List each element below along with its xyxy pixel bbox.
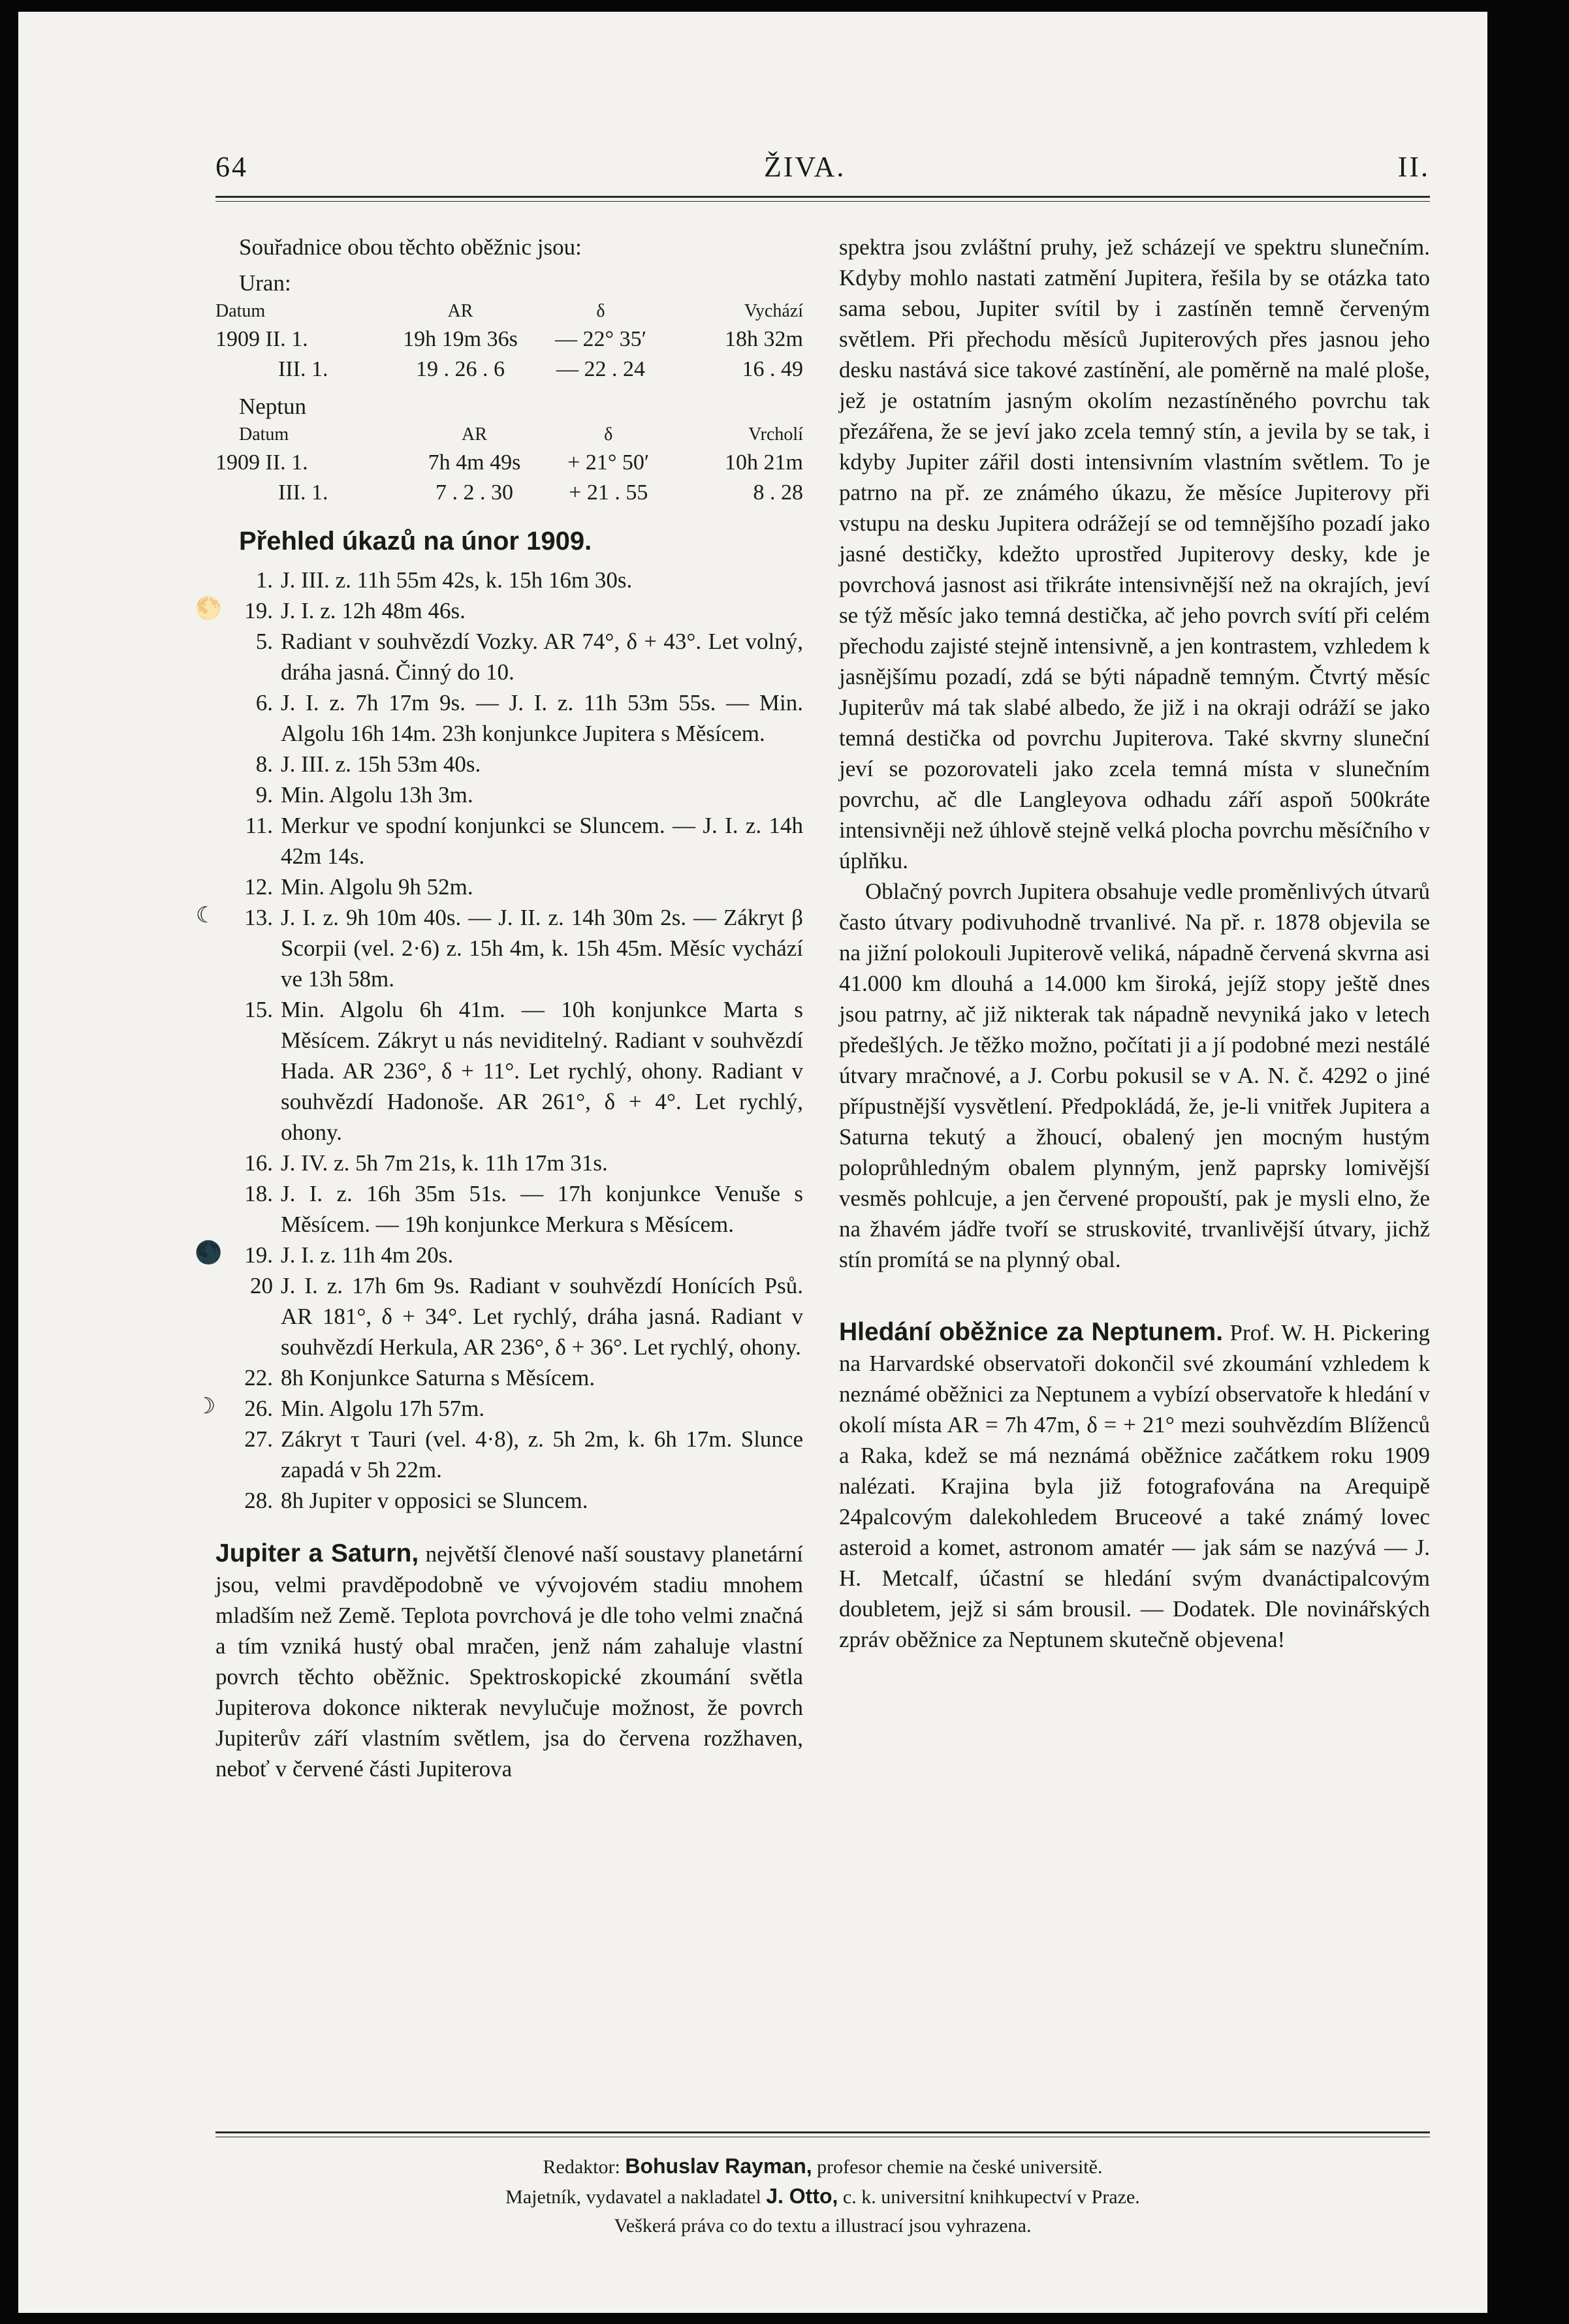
event-text: Merkur ve spodní konjunkci se Sluncem. — J. I. z. 14h 42m 14s. (281, 813, 803, 869)
list-item (215, 1148, 803, 1178)
table-cell: 8 . 28 (753, 480, 803, 505)
table-cell: III. 1. (278, 480, 328, 505)
footer-rule (215, 2131, 1430, 2133)
event-text: J. I. z. 17h 6m 9s. Radiant v souhvězdí Honících Psů. AR 181°, δ + 34°. Let rychlý, dráha jasná. Radiant v souhvězdí Herkula, AR 236°, δ + 36°. Let rychlý, ohony. (281, 1273, 803, 1360)
table-row (215, 354, 803, 385)
neptune-article-body: Prof. W. H. Pickering na Harvardské observatoři dokončil své zkoumání vzhledem k neznámé oběžnici za Neptunem a vybízí observatoře k hledání v okolí místa AR = 7h 47m, δ = + 21° mezi souhvězdím Blíženců a Raka, kdež se má neznámá oběžnice začátkem roku 1909 nalézati. Krajina byla již fotografována na Arequipě 24palcovým dalekohledem Bruceové a také známý lovec asteroid a komet, astronom amatér — jak sám se nazývá — J. H. Metcalf, účastní se hledání svým dvanáctipalcovým doubletem, jejž si sám brousil. — Dodatek. Dle novinářských zpráv oběžnice za Neptunem skutečně objevena! (839, 1320, 1430, 1652)
imprint-text: c. k. universitní knihkupectví v Praze. (842, 2186, 1140, 2208)
right-column (839, 232, 1430, 1655)
event-text: J. I. z. 12h 48m 46s. (281, 598, 466, 623)
list-item (215, 687, 803, 749)
list-item (195, 595, 803, 626)
table-cell: 7 . 2 . 30 (436, 480, 513, 505)
header-rule (215, 196, 1430, 198)
table-cell: — 22 . 24 (556, 357, 645, 381)
list-item (215, 1424, 803, 1485)
imprint-label: Redaktor: (543, 2156, 620, 2178)
jupiter-article-body-left: největší členové naší soustavy planetární jsou, velmi pravděpodobně ve vývojovém stadiu mnohem mladším než Země. Teplota povrchová je dle toho velmi značná a tím vzniká hustý obal mračen, jenž nám zahaluje vlastní povrch těchto oběžnic. Spektroskopické zkoumání světla Jupiterova dokonce nikterak nevylučuje možnost, že povrch Jupiterův září vlastním světlem, jsa do červena rozžhaven, neboť v červené části Jupiterova (215, 1541, 803, 1782)
table-cell: 7h 4m 49s (428, 450, 521, 475)
event-text: J. IV. z. 5h 7m 21s, k. 11h 17m 31s. (281, 1150, 608, 1176)
section-gap (839, 1275, 1430, 1317)
event-day: 6. (255, 690, 273, 715)
imprint-rights: Veškerá práva co do textu a illustrací jsou vyhrazena. (614, 2215, 1032, 2237)
event-day: 13. (244, 905, 273, 930)
table-header: AR (447, 301, 473, 321)
uranus-table (215, 298, 803, 385)
neptune-article (839, 1317, 1430, 1655)
list-item (195, 1393, 803, 1424)
list-item (195, 1240, 803, 1270)
editor-name: Bohuslav Rayman, (625, 2154, 812, 2178)
event-text: J. I. z. 9h 10m 40s. — J. II. z. 14h 30m 2s. — Zákryt β Scorpii (vel. 2·6) z. 15h 4m, k. 15h 45m. Měsíc vychází ve 13h 58m. (281, 905, 803, 992)
event-day: 1. (255, 567, 273, 593)
event-day: 19. (244, 598, 273, 623)
table-header: Datum (215, 301, 266, 321)
neptune-label: Neptun (239, 394, 307, 419)
event-text: J. I. z. 16h 35m 51s. — 17h konjunkce Venuše s Měsícem. — 19h konjunkce Merkura s Měsícem. (281, 1181, 803, 1237)
page-header (215, 150, 1430, 189)
event-day: 28. (244, 1488, 273, 1513)
event-text: J. I. z. 7h 17m 9s. — J. I. z. 11h 53m 55s. — Min. Algolu 16h 14m. 23h konjunkce Jupitera s Měsícem. (281, 690, 803, 746)
event-text: J. I. z. 11h 4m 20s. (281, 1242, 454, 1268)
event-text: Min. Algolu 6h 41m. — 10h konjunkce Marta s Měsícem. Zákryt u nás neviditelný. Radiant v souhvězdí Hada. AR 236°, δ + 11°. Let rychlý, ohony. Radiant v souhvězdí Hadonoše. AR 261°, δ + 4°. Let rychlý, ohony. (281, 997, 803, 1145)
imprint-editor (215, 2152, 1430, 2182)
journal-title: ŽIVA. (764, 151, 846, 183)
table-cell: 19h 19m 36s (403, 327, 518, 351)
list-item (215, 872, 803, 902)
list-item (215, 626, 803, 687)
table-cell: + 21° 50′ (567, 450, 650, 475)
table-header: Vychází (744, 301, 803, 321)
new-moon-icon: 🌑 (195, 1241, 223, 1265)
event-day: 16. (244, 1150, 273, 1176)
event-day: 15. (244, 997, 273, 1022)
first-quarter-moon-icon: ☾ (195, 903, 216, 928)
table-cell: III. 1. (278, 357, 328, 381)
imprint-text: profesor chemie na české universitě. (817, 2156, 1103, 2178)
jupiter-article-title: Jupiter a Saturn, (215, 1539, 419, 1567)
jupiter-article-body-right-2: Oblačný povrch Jupitera obsahuje vedle proměnlivých útvarů často útvary podivuhodně trvanlivé. Na př. r. 1878 objevila se na jižní polokouli Jupiterově veliká, nápadně červená skvrna asi 41.000 km dlouhá a 14.000 km široká, jejíž stopy ještě dnes jsou patrny, ač již nikterak tak nápadně nevyniká jako v letech předešlých. Je těžko možno, počítati ji a jí podobné mezi nestálé útvary mračnové, a J. Corbu pokusil se v A. N. č. 4292 o jiné přípustnější vysvětlení. Předpokládá, že, je-li vnitřek Jupitera a Saturna tekutý a žhoucí, obalený jen mocným hustým poloprůhledným obalem plynným, jenž paprsky lomivější vesměs pohlcuje, a jen červené propouští, pak je mysli elno, že na žhavém jádře tvoří se struskovité, trvanlivější útvary, jichž stín promítá se na plynný obal. (839, 879, 1430, 1272)
list-item (215, 1178, 803, 1240)
list-item (215, 994, 803, 1148)
last-quarter-moon-icon: ☽ (195, 1394, 216, 1419)
header-rule-thin (215, 201, 1430, 202)
imprint (215, 2152, 1430, 2240)
imprint-publisher (215, 2182, 1430, 2212)
list-item (215, 749, 803, 779)
page-number: 64 (215, 151, 248, 183)
event-text: 8h Konjunkce Saturna s Měsícem. (281, 1365, 595, 1390)
table-row (215, 324, 803, 354)
event-text: J. III. z. 15h 53m 40s. (281, 751, 481, 777)
event-list (195, 565, 803, 1516)
publisher-name: J. Otto, (766, 2184, 838, 2208)
table-header: AR (462, 424, 487, 445)
event-day: 19. (244, 1242, 273, 1268)
table-header-row (215, 298, 803, 324)
table-cell: 10h 21m (725, 450, 803, 475)
table-cell: 19 . 26 . 6 (416, 357, 505, 381)
list-item (215, 810, 803, 872)
volume-number: II. (1397, 151, 1430, 183)
table-header-row (215, 422, 803, 448)
event-day: 27. (244, 1426, 273, 1452)
event-day: 26. (244, 1396, 273, 1421)
table-cell: 1909 II. 1. (215, 450, 308, 475)
table-header: δ (596, 301, 605, 321)
table-row (215, 478, 803, 508)
event-text: J. III. z. 11h 55m 42s, k. 15h 16m 30s. (281, 567, 633, 593)
list-item (215, 1362, 803, 1393)
event-text: Min. Algolu 17h 57m. (281, 1396, 485, 1421)
event-text: Min. Algolu 9h 52m. (281, 874, 473, 900)
event-text: Min. Algolu 13h 3m. (281, 782, 473, 808)
table-header: δ (604, 424, 613, 445)
neptune-table (215, 422, 803, 508)
neptune-article-title: Hledání oběžnice za Neptunem. (839, 1318, 1224, 1346)
jupiter-article-body-right-1: spektra jsou zvláštní pruhy, jež scházejí ve spektru slunečním. Kdyby mohlo nastati zatmění Jupitera, řešila by se otázka tato sama sebou, Jupiter svítil by i zastíněn temně červeným světlem. Při přechodu měsíců Jupiterových přes jasnou jeho desku nastává sice takové zastínění, ale poměrně na malé ploše, jež je ostatním jasným okolím nezastíněného povrchu tak přezářena, že se jeví jako zcela temný stín, a jevila by se tak, i kdyby Jupiter zářil dosti intensivním vlastním světlem. To je patrno na př. ze známého úkazu, že měsíce Jupiterovy při vstupu na desku Jupitera odrážejí se od temnějšího pozadí jako jasné destičky, kdežto uprostřed Jupiterovy desky, kde je povrchová jasnost asi třikráte intensivnější než na okrajích, jeví se týž měsíc jako temná destička, ač jeho povrch svítí při celém přechodu zajisté stejně intensivně, a jen kontrastem, vzhledem k jasnějšímu pozadí, zdá se býti nápadně temným. Čtvrtý měsíc Jupiterův má tak slabé albedo, že již i na okraji odráží se jako temná destička od povrchu Jupiterova. Také skvrny sluneční jeví se pozorovateli jako zcela temná místa v slunečním povrchu, ač dle Langleyova odhadu září aspoň 500kráte intensivněji než úhlově stejně velká plocha povrchu měsíčního v úplňku. (839, 234, 1430, 873)
table-header: Vrcholí (748, 424, 803, 445)
table-cell: — 22° 35′ (554, 327, 647, 351)
event-day: 9. (255, 782, 273, 808)
table-header: Datum (239, 424, 289, 445)
table-cell: 16 . 49 (742, 357, 803, 381)
left-column (195, 232, 803, 1784)
event-day: 12. (244, 874, 273, 900)
imprint-label: Majetník, vydavatel a nakladatel (505, 2186, 761, 2208)
event-day: 11. (245, 813, 273, 838)
list-item (215, 565, 803, 595)
event-day: 8. (255, 751, 273, 777)
jupiter-article-left (215, 1538, 803, 1784)
table-cell: + 21 . 55 (569, 480, 648, 505)
event-day: 5. (255, 629, 273, 654)
list-item (215, 1270, 803, 1362)
list-item (215, 1485, 803, 1516)
event-text: Radiant v souhvězdí Vozky. AR 74°, δ + 43°. Let volný, dráha jasná. Činný do 10. (281, 629, 803, 685)
list-item (215, 779, 803, 810)
table-cell: 18h 32m (725, 327, 803, 351)
full-moon-icon: 🌕 (195, 597, 223, 621)
list-item (195, 902, 803, 994)
event-text: Zákryt τ Tauri (vel. 4·8), z. 5h 2m, k. 6h 17m. Slunce zapadá v 5h 22m. (281, 1426, 803, 1483)
uranus-label: Uran: (239, 270, 291, 296)
event-day: 20 (250, 1273, 273, 1298)
table-cell: 1909 II. 1. (215, 327, 308, 351)
overview-title: Přehled úkazů na únor 1909. (239, 527, 592, 556)
coords-intro: Souřadnice obou těchto oběžnic jsou: (239, 234, 582, 260)
table-row (215, 448, 803, 478)
event-text: 8h Jupiter v opposici se Sluncem. (281, 1488, 588, 1513)
event-day: 22. (244, 1365, 273, 1390)
event-day: 18. (244, 1181, 273, 1206)
